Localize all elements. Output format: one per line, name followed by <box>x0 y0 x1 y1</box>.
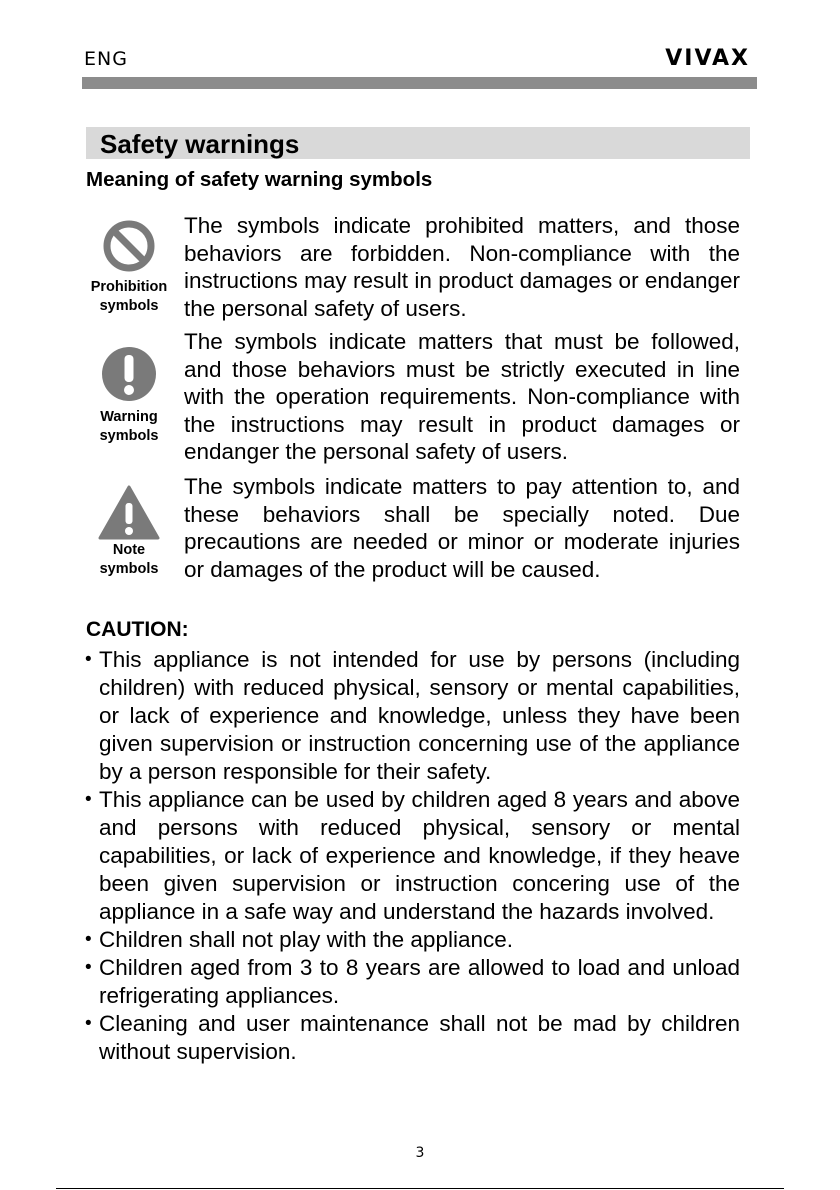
caution-list <box>86 646 740 1066</box>
symbol-icon-group <box>84 220 174 316</box>
prohibition-icon <box>103 220 155 272</box>
symbol-description: The symbols indicate prohibited matters, and those behaviors are forbidden. Non-compliance with the instructions may result in product damages or endanger the personal safety of users. <box>184 213 740 321</box>
symbol-label-line1: Warning <box>100 409 158 425</box>
symbol-label-line2: symbols <box>99 298 159 314</box>
brand-logo-text: VIVAX <box>665 46 750 71</box>
list-item: • This appliance can be used by children aged 8 years and above and persons with reduced physical, sensory or mental capabilities, or lack of experience and knowledge, if they heave been given supervision or instruction concering use of the appliance in a safe way and understand the hazards involved. <box>86 786 740 926</box>
symbol-label-line2: symbols <box>99 561 159 577</box>
footer-divider <box>56 1188 784 1189</box>
symbol-label <box>84 541 174 579</box>
symbol-icon-group <box>84 485 174 579</box>
symbol-icon-group <box>84 346 174 446</box>
symbol-label-line1: Prohibition <box>90 279 168 295</box>
list-item: • Children aged from 3 to 8 years are allowed to load and unload refrigerating appliances. <box>86 954 740 1010</box>
subheading: Meaning of safety warning symbols <box>86 168 433 191</box>
caution-heading: CAUTION: <box>86 618 189 641</box>
list-item: • This appliance is not intended for use by persons (including children) with reduced physical, sensory or mental capabilities, or lack of experience and knowledge, unless they have been given supervision or instruction concerning use of the appliance by a person responsible for their safety. <box>86 646 740 786</box>
header-divider-bar <box>82 77 757 89</box>
symbol-description: The symbols indicate matters to pay attention to, and these behaviors shall be specially noted. Due precautions are needed or minor or moderate injuries or damages of the product will be caused. <box>184 474 740 582</box>
symbol-label <box>84 278 174 316</box>
list-item: • Cleaning and user maintenance shall not be mad by children without supervision. <box>86 1010 740 1066</box>
symbol-label-line1: Note <box>112 542 146 558</box>
symbol-label <box>84 408 174 446</box>
symbol-label-line2: symbols <box>99 428 159 444</box>
page-number: 3 <box>415 1145 425 1161</box>
list-item: • Children shall not play with the appliance. <box>86 926 740 954</box>
note-triangle-icon <box>98 485 160 541</box>
section-title: Safety warnings <box>86 127 750 159</box>
warning-icon <box>101 346 157 402</box>
symbol-description: The symbols indicate matters that must be followed, and those behaviors must be strictly executed in line with the operation requirements. Non-compliance with the instructions may result in product damages or endanger the personal safety of users. <box>184 329 740 464</box>
header-language: ENG <box>84 48 128 70</box>
